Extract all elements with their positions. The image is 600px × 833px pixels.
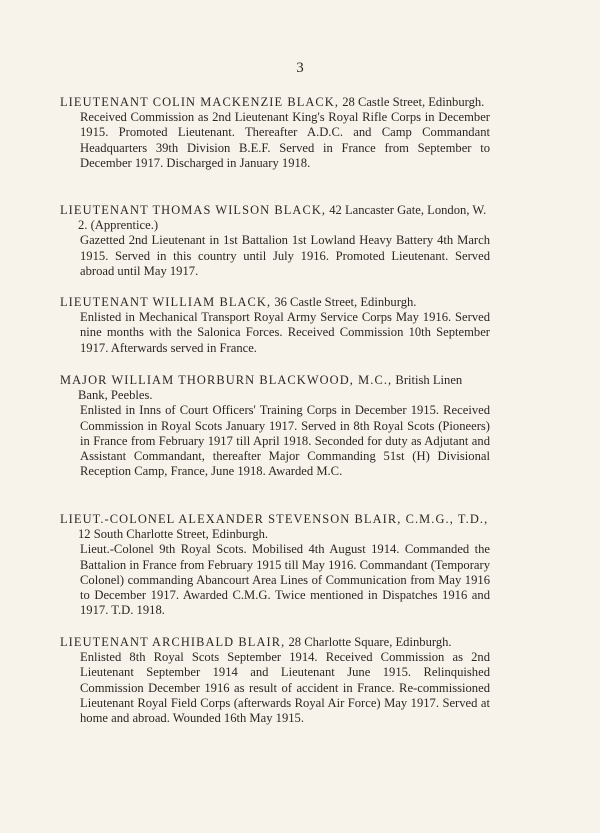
entry-william-thorburn-blackwood [60,373,490,479]
entry-archibald-blair [60,635,490,726]
entry-body: Enlisted in Mechanical Transport Royal Army Service Corps May 1916. Served nine months with the Salonica Forces. Received Commission 10th September 1917. Afterwards served in France. [80,310,490,355]
entry-thomas-wilson-black [60,203,490,279]
entry-heading [60,295,490,310]
entry-name: MAJOR WILLIAM THORBURN BLACKWOOD, M.C., [60,373,393,387]
entry-address: 28 Castle Street, Edinburgh. [342,95,485,109]
entry-name: LIEUTENANT WILLIAM BLACK, [60,295,272,309]
entry-address: 28 Charlotte Square, Edinburgh. [288,635,452,649]
entry-body: Received Commission as 2nd Lieutenant King's Royal Rifle Corps in December 1915. Promoted Lieutenant. Thereafter A.D.C. and Camp Commandant Headquarters 39th Division B.E.F. Served in France from September to December 1917. Discharged in January 1918. [80,110,490,170]
entry-body: Enlisted 8th Royal Scots September 1914. Received Commission as 2nd Lieutenant September 1914 and Lieutenant June 1915. Relinquished Commission December 1916 as result of accident in France. Re-commissioned Lieutenant Royal Field Corps (afterwards Royal Air Force) May 1917. Served at home and abroad. Wounded 16th May 1915. [80,650,490,726]
entry-address: 42 Lancaster Gate, London, W. 2. (Apprentice.) [78,203,487,233]
entry-name: LIEUTENANT COLIN MACKENZIE BLACK, [60,95,340,109]
entry-name: LIEUTENANT ARCHIBALD BLAIR, [60,635,286,649]
entry-address: British Linen Bank, Peebles. [78,373,463,403]
entry-heading [60,512,490,542]
entry-alexander-stevenson-blair [60,512,490,618]
entry-william-black [60,295,490,356]
entry-address: 12 South Charlotte Street, Edinburgh. [78,527,269,542]
entry-heading [60,373,490,403]
entry-address: 36 Castle Street, Edinburgh. [274,295,417,309]
entry-name: LIEUTENANT THOMAS WILSON BLACK, [60,203,327,217]
entry-body: Lieut.-Colonel 9th Royal Scots. Mobilised 4th August 1914. Commanded the Battalion in France from February 1915 till May 1916. Commandant (Temporary Colonel) commanding Abancourt Area Lines of Communication from May 1916 to December 1917. Awarded C.M.G. Twice mentioned in Dispatches 1916 and 1917. T.D. 1918. [80,542,490,618]
page-number: 3 [296,60,304,76]
entry-body: Enlisted in Inns of Court Officers' Training Corps in December 1915. Received Commission in Royal Scots January 1917. Served in 8th Royal Scots (Pioneers) in France from February 1917 till April 1918. Seconded for duty as Adjutant and Assistant Commandant, thereafter Major Commanding 51st (H) Divisional Reception Camp, France, June 1918. Awarded M.C. [80,403,490,479]
entry-body: Gazetted 2nd Lieutenant in 1st Battalion 1st Lowland Heavy Battery 4th March 1915. Served in this country until July 1916. Promoted Lieutenant. Served abroad until May 1917. [80,233,490,278]
entry-name: LIEUT.-COLONEL ALEXANDER STEVENSON BLAIR, C.M.G., T.D., [60,512,489,526]
entry-heading [60,635,490,650]
entry-heading [60,95,490,110]
entry-colin-mackenzie-black [60,95,490,171]
entry-heading [60,203,490,233]
